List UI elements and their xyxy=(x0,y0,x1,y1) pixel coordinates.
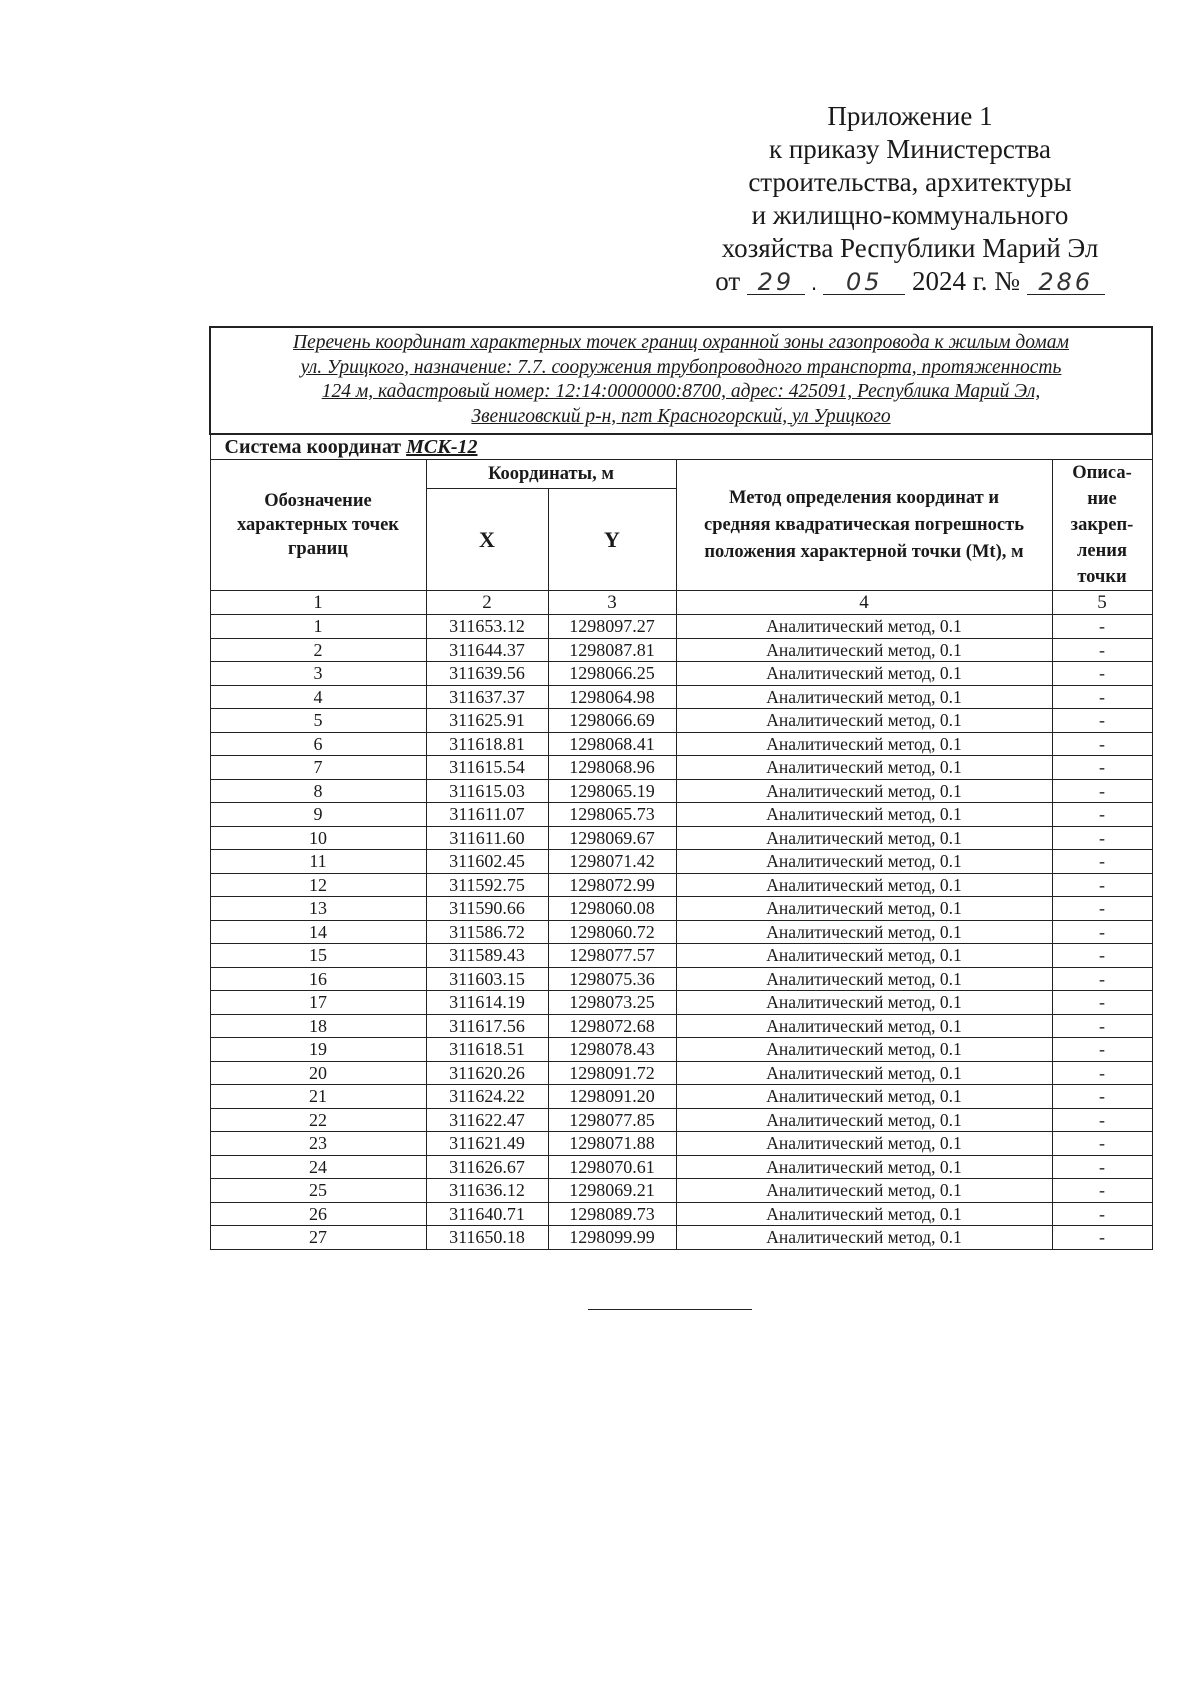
x-coordinate-cell: 311618.81 xyxy=(426,732,548,756)
y-coordinate-cell: 1298065.73 xyxy=(548,803,676,827)
method-cell: Аналитический метод, 0.1 xyxy=(676,1202,1052,1226)
y-coordinate-cell: 1298065.19 xyxy=(548,779,676,803)
table-row xyxy=(210,1014,1152,1038)
method-cell: Аналитический метод, 0.1 xyxy=(676,1038,1052,1062)
method-cell: Аналитический метод, 0.1 xyxy=(676,850,1052,874)
date-prefix: от xyxy=(715,266,741,296)
method-cell: Аналитический метод, 0.1 xyxy=(676,638,1052,662)
y-coordinate-cell: 1298097.27 xyxy=(548,615,676,639)
point-number-cell: 19 xyxy=(210,1038,426,1062)
coordinate-system-row xyxy=(210,434,1152,460)
method-cell: Аналитический метод, 0.1 xyxy=(676,709,1052,733)
x-coordinate-cell: 311622.47 xyxy=(426,1108,548,1132)
point-number-cell: 22 xyxy=(210,1108,426,1132)
caption-line: ул. Урицкого, назначение: 7.7. сооружения трубопроводного транспорта, протяженность xyxy=(300,356,1062,378)
x-coordinate-cell: 311615.03 xyxy=(426,779,548,803)
table-row xyxy=(210,1155,1152,1179)
point-number-cell: 10 xyxy=(210,826,426,850)
column-index: 5 xyxy=(1052,591,1152,615)
table-row xyxy=(210,873,1152,897)
description-cell: - xyxy=(1052,1155,1152,1179)
point-number-cell: 7 xyxy=(210,756,426,780)
y-coordinate-cell: 1298087.81 xyxy=(548,638,676,662)
table-row xyxy=(210,615,1152,639)
point-number-cell: 8 xyxy=(210,779,426,803)
y-coordinate-cell: 1298066.25 xyxy=(548,662,676,686)
appendix-line-order: к приказу Министерства xyxy=(768,134,1052,164)
description-cell: - xyxy=(1052,1202,1152,1226)
x-coordinate-cell: 311620.26 xyxy=(426,1061,548,1085)
y-coordinate-cell: 1298072.99 xyxy=(548,873,676,897)
date-year: 2024 г. xyxy=(912,266,988,296)
description-cell: - xyxy=(1052,850,1152,874)
caption-row xyxy=(210,327,1152,434)
coordinate-system-label: Система координат xyxy=(224,435,402,458)
x-coordinate-cell: 311586.72 xyxy=(426,920,548,944)
table-row xyxy=(210,756,1152,780)
y-coordinate-cell: 1298060.72 xyxy=(548,920,676,944)
appendix-line-republic: хозяйства Республики Марий Эл xyxy=(721,233,1099,263)
description-cell: - xyxy=(1052,709,1152,733)
description-cell: - xyxy=(1052,756,1152,780)
x-coordinate-cell: 311637.37 xyxy=(426,685,548,709)
header-description: Описа-ние закреп-ления точки xyxy=(1052,460,1152,591)
description-cell: - xyxy=(1052,991,1152,1015)
column-index: 3 xyxy=(548,591,676,615)
y-coordinate-cell: 1298069.67 xyxy=(548,826,676,850)
table-row xyxy=(210,991,1152,1015)
point-number-cell: 18 xyxy=(210,1014,426,1038)
header-designation: Обозначение характерных точек границ xyxy=(210,460,426,591)
point-number-cell: 25 xyxy=(210,1179,426,1203)
handwritten-day: 29 xyxy=(747,270,805,295)
point-number-cell: 1 xyxy=(210,615,426,639)
x-coordinate-cell: 311592.75 xyxy=(426,873,548,897)
y-coordinate-cell: 1298089.73 xyxy=(548,1202,676,1226)
x-coordinate-cell: 311590.66 xyxy=(426,897,548,921)
appendix-line-housing: и жилищно-коммунального xyxy=(751,200,1069,230)
point-number-cell: 9 xyxy=(210,803,426,827)
table-row xyxy=(210,826,1152,850)
point-number-cell: 3 xyxy=(210,662,426,686)
x-coordinate-cell: 311621.49 xyxy=(426,1132,548,1156)
method-cell: Аналитический метод, 0.1 xyxy=(676,732,1052,756)
column-index: 4 xyxy=(676,591,1052,615)
table-row xyxy=(210,709,1152,733)
table-row xyxy=(210,1038,1152,1062)
table-row xyxy=(210,1085,1152,1109)
coordinate-system xyxy=(210,434,1152,460)
y-coordinate-cell: 1298068.96 xyxy=(548,756,676,780)
x-coordinate-cell: 311618.51 xyxy=(426,1038,548,1062)
x-coordinate-cell: 311611.60 xyxy=(426,826,548,850)
table-row xyxy=(210,897,1152,921)
point-number-cell: 6 xyxy=(210,732,426,756)
header-row-1 xyxy=(210,460,1152,489)
method-cell: Аналитический метод, 0.1 xyxy=(676,1085,1052,1109)
y-coordinate-cell: 1298064.98 xyxy=(548,685,676,709)
x-coordinate-cell: 311624.22 xyxy=(426,1085,548,1109)
y-coordinate-cell: 1298071.88 xyxy=(548,1132,676,1156)
description-cell: - xyxy=(1052,1061,1152,1085)
appendix-header xyxy=(700,100,1120,300)
y-coordinate-cell: 1298068.41 xyxy=(548,732,676,756)
method-cell: Аналитический метод, 0.1 xyxy=(676,1108,1052,1132)
description-cell: - xyxy=(1052,920,1152,944)
table-row xyxy=(210,1179,1152,1203)
method-cell: Аналитический метод, 0.1 xyxy=(676,1226,1052,1250)
method-cell: Аналитический метод, 0.1 xyxy=(676,873,1052,897)
description-cell: - xyxy=(1052,803,1152,827)
point-number-cell: 12 xyxy=(210,873,426,897)
method-cell: Аналитический метод, 0.1 xyxy=(676,756,1052,780)
closing-rule xyxy=(588,1309,752,1310)
method-cell: Аналитический метод, 0.1 xyxy=(676,920,1052,944)
description-cell: - xyxy=(1052,615,1152,639)
y-coordinate-cell: 1298077.85 xyxy=(548,1108,676,1132)
y-coordinate-cell: 1298071.42 xyxy=(548,850,676,874)
y-coordinate-cell: 1298072.68 xyxy=(548,1014,676,1038)
table-row xyxy=(210,920,1152,944)
method-cell: Аналитический метод, 0.1 xyxy=(676,685,1052,709)
description-cell: - xyxy=(1052,662,1152,686)
header-y: Y xyxy=(548,489,676,591)
table-row xyxy=(210,944,1152,968)
order-date-line xyxy=(700,265,1120,300)
description-cell: - xyxy=(1052,944,1152,968)
point-number-cell: 21 xyxy=(210,1085,426,1109)
table-row xyxy=(210,1108,1152,1132)
point-number-cell: 15 xyxy=(210,944,426,968)
appendix-title: Приложение 1 xyxy=(827,101,993,131)
table-row xyxy=(210,850,1152,874)
table-row xyxy=(210,1202,1152,1226)
table-row xyxy=(210,1132,1152,1156)
x-coordinate-cell: 311639.56 xyxy=(426,662,548,686)
table-row xyxy=(210,803,1152,827)
point-number-cell: 23 xyxy=(210,1132,426,1156)
point-number-cell: 26 xyxy=(210,1202,426,1226)
caption-line: Перечень координат характерных точек границ охранной зоны газопровода к жилым домам xyxy=(293,332,1069,353)
method-cell: Аналитический метод, 0.1 xyxy=(676,1179,1052,1203)
method-cell: Аналитический метод, 0.1 xyxy=(676,779,1052,803)
description-cell: - xyxy=(1052,1085,1152,1109)
description-cell: - xyxy=(1052,1038,1152,1062)
y-coordinate-cell: 1298060.08 xyxy=(548,897,676,921)
point-number-cell: 4 xyxy=(210,685,426,709)
description-cell: - xyxy=(1052,638,1152,662)
x-coordinate-cell: 311615.54 xyxy=(426,756,548,780)
method-cell: Аналитический метод, 0.1 xyxy=(676,803,1052,827)
table-row xyxy=(210,1061,1152,1085)
method-cell: Аналитический метод, 0.1 xyxy=(676,662,1052,686)
x-coordinate-cell: 311589.43 xyxy=(426,944,548,968)
description-cell: - xyxy=(1052,967,1152,991)
table-caption xyxy=(210,327,1152,434)
x-coordinate-cell: 311617.56 xyxy=(426,1014,548,1038)
caption-line: 124 м, кадастровый номер: 12:14:0000000:8700, адрес: 425091, Республика Марий Эл, xyxy=(321,381,1041,402)
x-coordinate-cell: 311625.91 xyxy=(426,709,548,733)
y-coordinate-cell: 1298069.21 xyxy=(548,1179,676,1203)
table-row xyxy=(210,732,1152,756)
x-coordinate-cell: 311602.45 xyxy=(426,850,548,874)
point-number-cell: 11 xyxy=(210,850,426,874)
y-coordinate-cell: 1298070.61 xyxy=(548,1155,676,1179)
description-cell: - xyxy=(1052,873,1152,897)
y-coordinate-cell: 1298099.99 xyxy=(548,1226,676,1250)
point-number-cell: 27 xyxy=(210,1226,426,1250)
y-coordinate-cell: 1298091.20 xyxy=(548,1085,676,1109)
handwritten-order-number: 286 xyxy=(1027,270,1105,295)
x-coordinate-cell: 311640.71 xyxy=(426,1202,548,1226)
y-coordinate-cell: 1298077.57 xyxy=(548,944,676,968)
method-cell: Аналитический метод, 0.1 xyxy=(676,897,1052,921)
header-x: X xyxy=(426,489,548,591)
method-cell: Аналитический метод, 0.1 xyxy=(676,615,1052,639)
column-index: 2 xyxy=(426,591,548,615)
method-cell: Аналитический метод, 0.1 xyxy=(676,1132,1052,1156)
table-row xyxy=(210,638,1152,662)
y-coordinate-cell: 1298066.69 xyxy=(548,709,676,733)
caption-line: Звениговский р-н, пгт Красногорский, ул Урицкого xyxy=(471,405,891,427)
description-cell: - xyxy=(1052,1132,1152,1156)
x-coordinate-cell: 311636.12 xyxy=(426,1179,548,1203)
method-cell: Аналитический метод, 0.1 xyxy=(676,944,1052,968)
x-coordinate-cell: 311644.37 xyxy=(426,638,548,662)
y-coordinate-cell: 1298073.25 xyxy=(548,991,676,1015)
column-index: 1 xyxy=(210,591,426,615)
point-number-cell: 2 xyxy=(210,638,426,662)
point-number-cell: 16 xyxy=(210,967,426,991)
date-separator: . xyxy=(810,271,818,295)
x-coordinate-cell: 311611.07 xyxy=(426,803,548,827)
method-cell: Аналитический метод, 0.1 xyxy=(676,967,1052,991)
x-coordinate-cell: 311653.12 xyxy=(426,615,548,639)
table-row xyxy=(210,1226,1152,1250)
point-number-cell: 5 xyxy=(210,709,426,733)
method-cell: Аналитический метод, 0.1 xyxy=(676,826,1052,850)
description-cell: - xyxy=(1052,1179,1152,1203)
header-method: Метод определения координат и средняя квадратическая погрешность положения характерной точки (Mt), м xyxy=(676,460,1052,591)
handwritten-month: 05 xyxy=(823,270,905,295)
description-cell: - xyxy=(1052,826,1152,850)
x-coordinate-cell: 311603.15 xyxy=(426,967,548,991)
point-number-cell: 24 xyxy=(210,1155,426,1179)
method-cell: Аналитический метод, 0.1 xyxy=(676,1061,1052,1085)
table-body xyxy=(210,615,1152,1250)
table-row xyxy=(210,967,1152,991)
y-coordinate-cell: 1298078.43 xyxy=(548,1038,676,1062)
coordinates-table xyxy=(209,326,1153,1250)
point-number-cell: 13 xyxy=(210,897,426,921)
method-cell: Аналитический метод, 0.1 xyxy=(676,991,1052,1015)
description-cell: - xyxy=(1052,897,1152,921)
number-sign: № xyxy=(994,266,1021,296)
table-row xyxy=(210,779,1152,803)
description-cell: - xyxy=(1052,732,1152,756)
description-cell: - xyxy=(1052,1014,1152,1038)
description-cell: - xyxy=(1052,685,1152,709)
point-number-cell: 17 xyxy=(210,991,426,1015)
y-coordinate-cell: 1298075.36 xyxy=(548,967,676,991)
table-row xyxy=(210,662,1152,686)
table-row xyxy=(210,685,1152,709)
x-coordinate-cell: 311650.18 xyxy=(426,1226,548,1250)
x-coordinate-cell: 311614.19 xyxy=(426,991,548,1015)
x-coordinate-cell: 311626.67 xyxy=(426,1155,548,1179)
appendix-line-ministry: строительства, архитектуры xyxy=(748,167,1072,197)
method-cell: Аналитический метод, 0.1 xyxy=(676,1014,1052,1038)
point-number-cell: 20 xyxy=(210,1061,426,1085)
point-number-cell: 14 xyxy=(210,920,426,944)
description-cell: - xyxy=(1052,1108,1152,1132)
column-index-row xyxy=(210,591,1152,615)
description-cell: - xyxy=(1052,779,1152,803)
header-coordinates: Координаты, м xyxy=(426,460,676,489)
coordinate-system-value: МСК-12 xyxy=(406,435,478,458)
method-cell: Аналитический метод, 0.1 xyxy=(676,1155,1052,1179)
description-cell: - xyxy=(1052,1226,1152,1250)
y-coordinate-cell: 1298091.72 xyxy=(548,1061,676,1085)
